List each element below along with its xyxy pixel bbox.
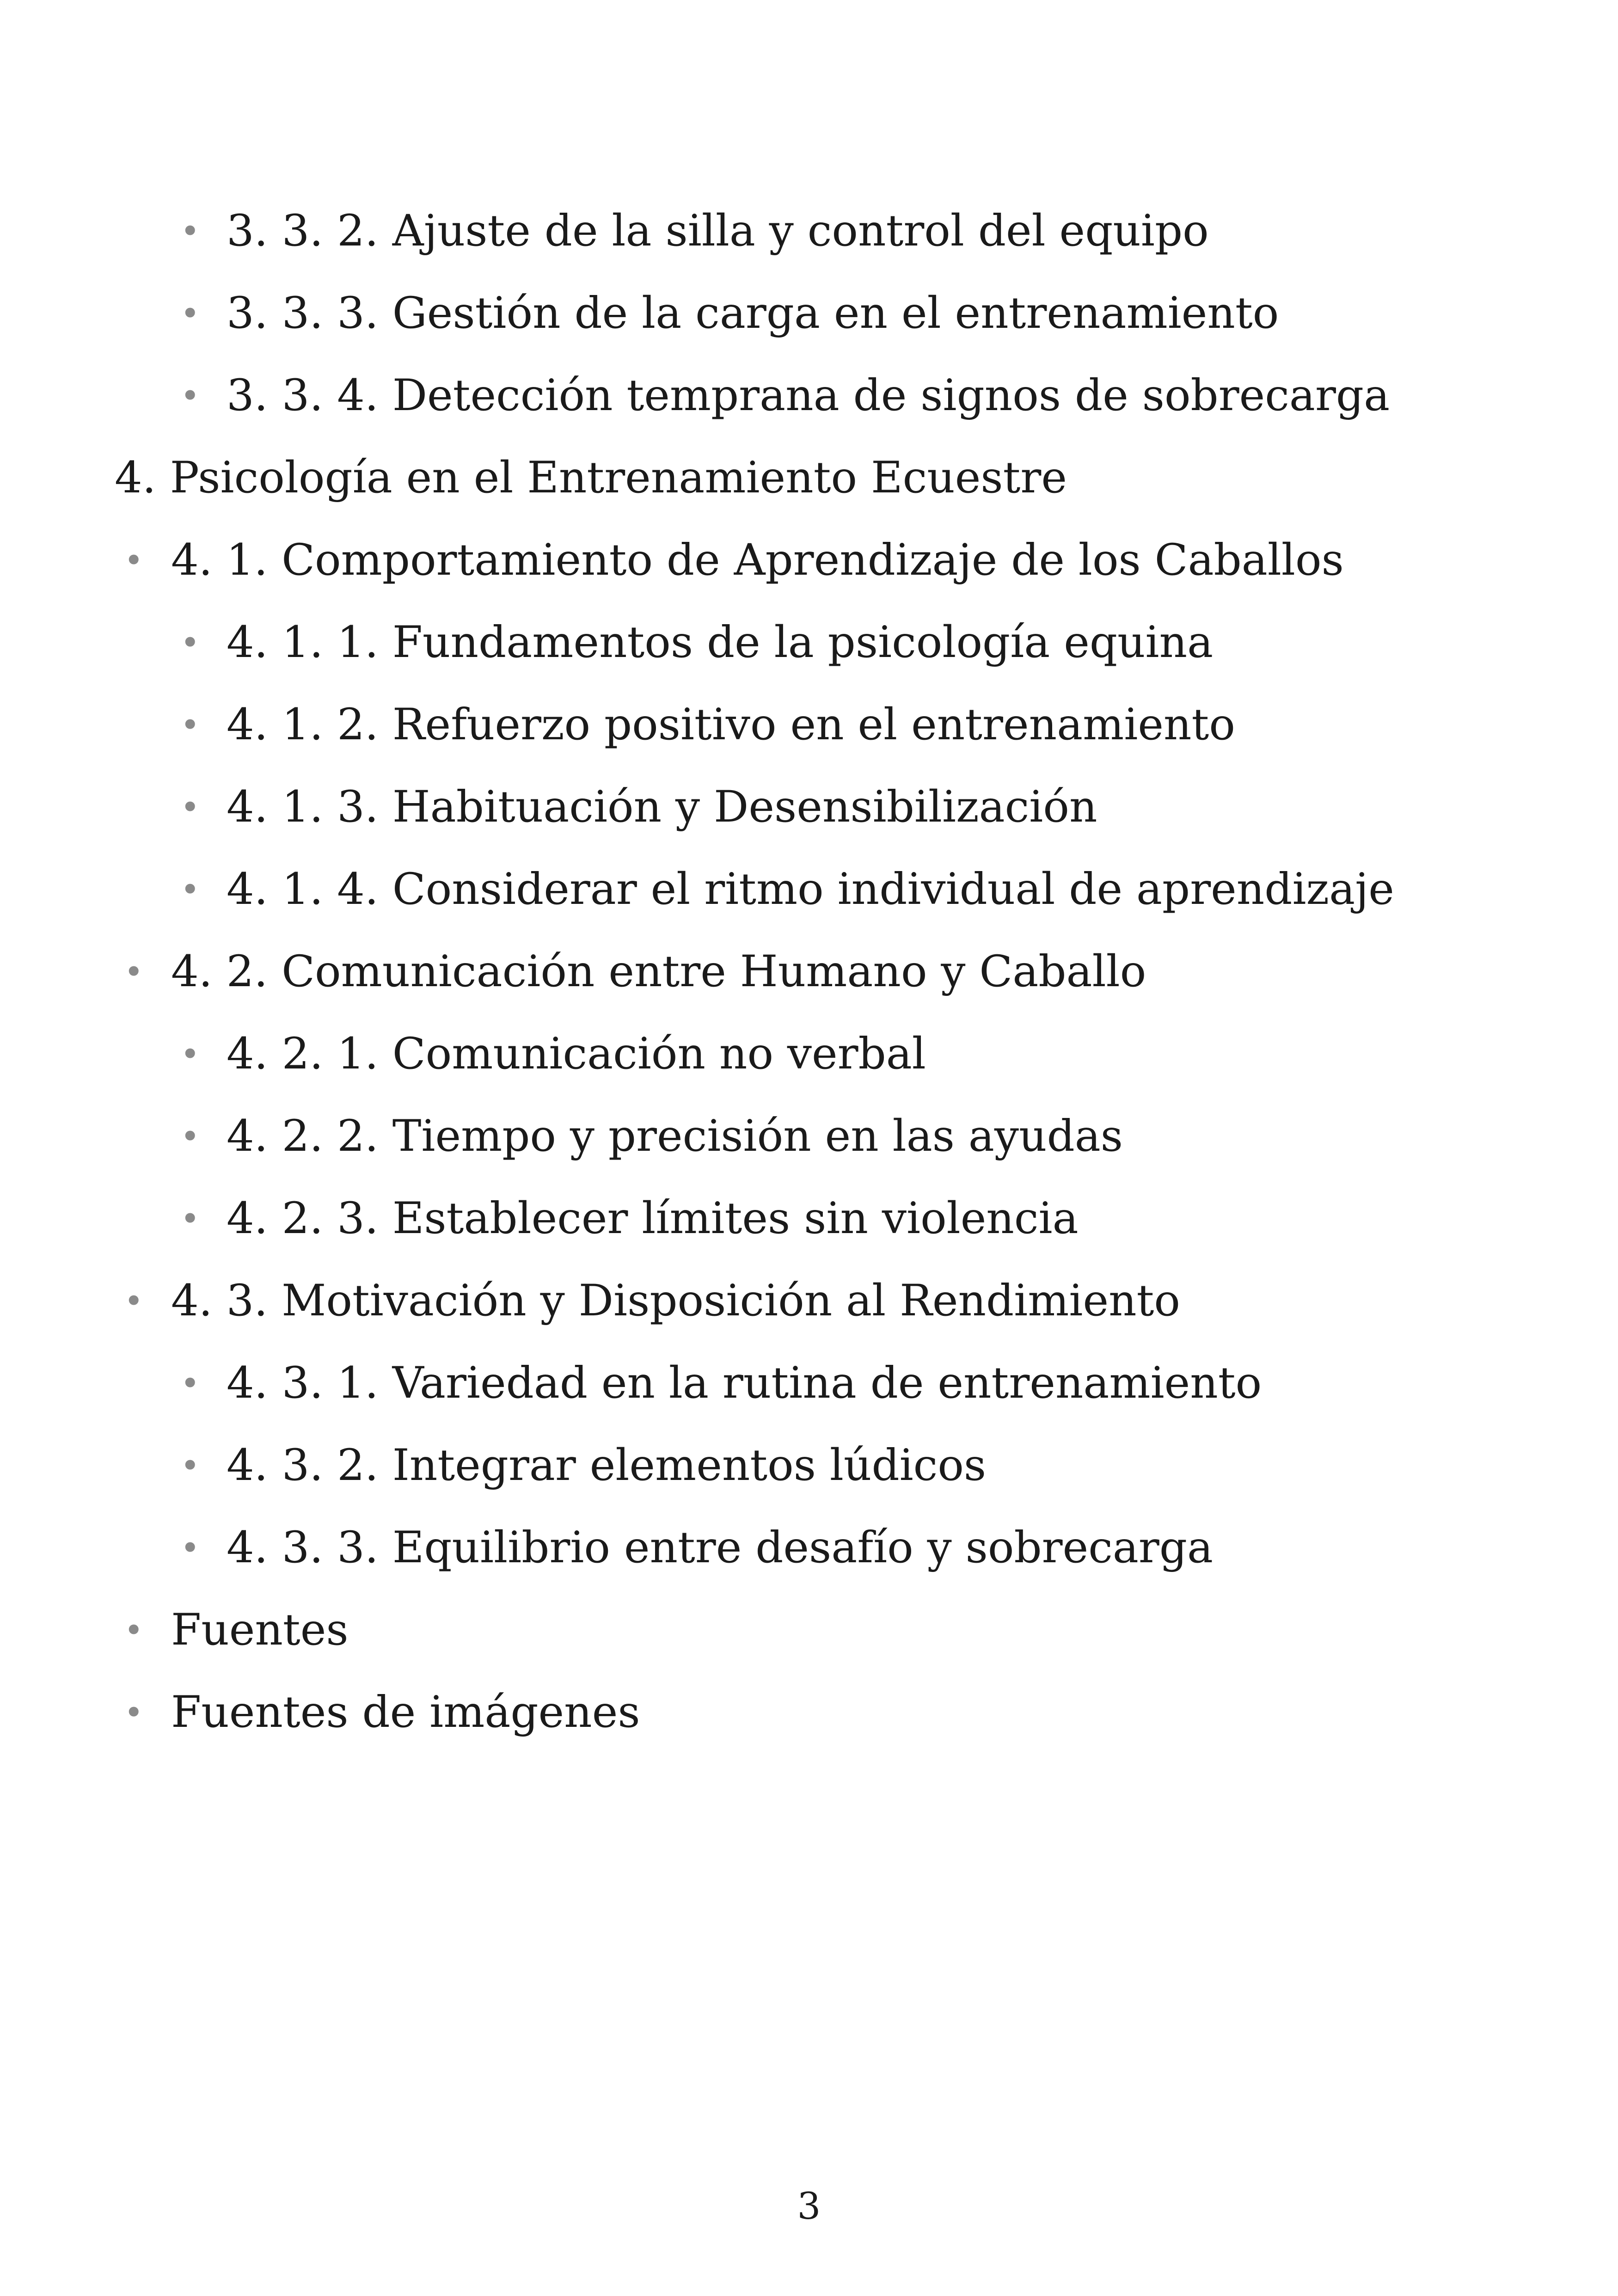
toc-entry-text: 4. 2. 1. Comunicación no verbal (227, 1029, 926, 1079)
toc-entry-text: 3. 3. 4. Detección temprana de signos de sobrecarga (227, 370, 1390, 421)
toc-entry-text: 4. 1. 4. Considerar el ritmo individual de aprendizaje (227, 864, 1394, 915)
toc-entry[interactable] (0, 944, 1618, 1000)
bullet-icon: • (180, 1364, 200, 1403)
bullet-icon: • (180, 1035, 200, 1074)
toc-entry-text: 4. 3. 1. Variedad en la rutina de entrenamiento (227, 1358, 1262, 1408)
toc-entry-text: 4. 1. 3. Habituación y Desensibilización (227, 782, 1097, 832)
bullet-icon: • (124, 1282, 144, 1320)
toc-entry-text: 4. 1. Comportamiento de Aprendizaje de los Caballos (171, 535, 1344, 585)
toc-entry-text: 3. 3. 2. Ajuste de la silla y control del equipo (227, 206, 1209, 256)
bullet-icon: • (124, 1611, 144, 1650)
toc-entry-text: 4. 3. 3. Equilibrio entre desafío y sobrecarga (227, 1522, 1214, 1573)
bullet-icon: • (180, 294, 200, 333)
toc-entry[interactable] (0, 697, 1618, 753)
bullet-icon: • (124, 1693, 144, 1732)
toc-entry[interactable] (0, 1520, 1618, 1576)
bullet-icon: • (180, 376, 200, 415)
toc-entry-text: 4. 1. 2. Refuerzo positivo en el entrenamiento (227, 700, 1235, 750)
toc-entry[interactable] (0, 286, 1618, 341)
toc-entry-text: Fuentes (171, 1605, 349, 1655)
toc-entry[interactable] (0, 1685, 1618, 1740)
page-number: 3 (797, 2185, 821, 2228)
bullet-icon: • (180, 623, 200, 662)
toc-entry-text: 4. 1. 1. Fundamentos de la psicología equina (227, 617, 1214, 668)
bullet-icon: • (180, 1199, 200, 1238)
toc-entry-text: 4. 2. 2. Tiempo y precisión en las ayudas (227, 1111, 1123, 1161)
toc-entry-text: 4. 2. Comunicación entre Humano y Caballo (171, 946, 1146, 997)
bullet-icon: • (180, 212, 200, 251)
toc-entry[interactable] (0, 780, 1618, 835)
bullet-icon: • (124, 541, 144, 580)
toc-entry-text: 4. 3. Motivación y Disposición al Rendimiento (171, 1276, 1181, 1326)
toc-entry[interactable] (0, 368, 1618, 424)
toc-chapter-heading: 4. Psicología en el Entrenamiento Ecuestre (115, 453, 1067, 503)
toc-entry[interactable] (0, 862, 1618, 917)
toc-entry-text: 4. 2. 3. Establecer límites sin violencia (227, 1193, 1079, 1244)
toc-entry-text: Fuentes de imágenes (171, 1687, 640, 1737)
toc-entry[interactable] (0, 1356, 1618, 1411)
bullet-icon: • (180, 870, 200, 909)
bullet-icon: • (180, 1446, 200, 1485)
toc-entry-text: 4. 3. 2. Integrar elementos lúdicos (227, 1440, 987, 1491)
toc-entry[interactable] (0, 1602, 1618, 1658)
bullet-icon: • (124, 952, 144, 991)
toc-entry[interactable] (0, 203, 1618, 259)
toc-entry[interactable] (0, 1026, 1618, 1082)
toc-entry[interactable] (0, 615, 1618, 670)
toc-entry[interactable] (0, 1438, 1618, 1493)
toc-entry[interactable] (0, 1109, 1618, 1164)
bullet-icon: • (180, 706, 200, 744)
toc-entry[interactable] (0, 450, 1618, 506)
toc-entry[interactable] (0, 533, 1618, 588)
bullet-icon: • (180, 788, 200, 827)
bullet-icon: • (180, 1529, 200, 1567)
bullet-icon: • (180, 1117, 200, 1156)
toc-entry-text: 3. 3. 3. Gestión de la carga en el entrenamiento (227, 288, 1279, 338)
toc-entry[interactable] (0, 1191, 1618, 1246)
toc-entry[interactable] (0, 1273, 1618, 1329)
